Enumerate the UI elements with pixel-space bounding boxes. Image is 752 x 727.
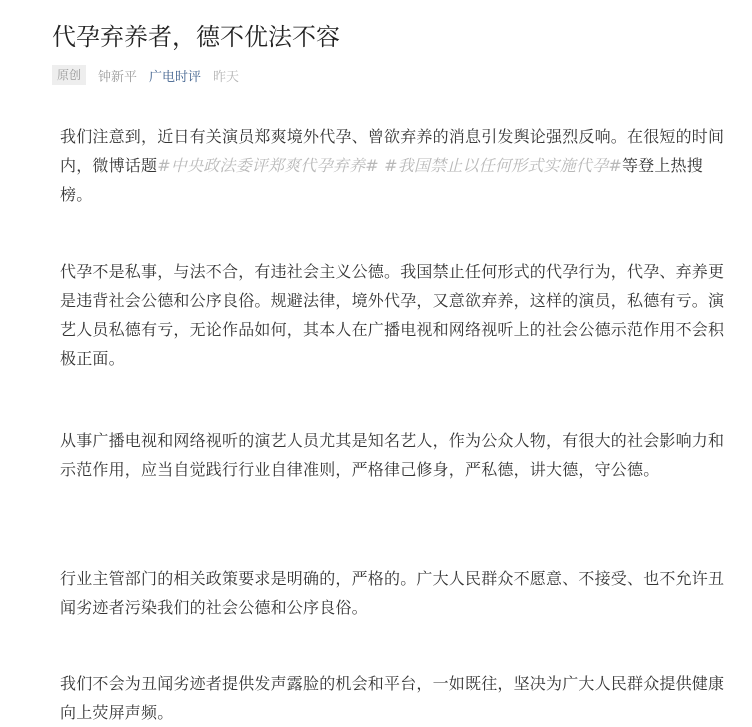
paragraph-1-text-after: 等登上热搜榜。 bbox=[60, 156, 703, 204]
article-meta bbox=[52, 64, 239, 86]
hashtag-link-2[interactable]: #我国禁止以任何形式实施代孕# bbox=[384, 156, 622, 175]
original-badge: 原创 bbox=[52, 65, 86, 85]
paragraph-4: 行业主管部门的相关政策要求是明确的，严格的。广大人民群众不愿意、不接受、也不允许丑闻劣迹者污染我们的社会公德和公序良俗。 bbox=[60, 569, 725, 617]
article-title: 代孕弃养者，德不优法不容 bbox=[52, 23, 340, 51]
paragraph-2: 代孕不是私事，与法不合，有违社会主义公德。我国禁止任何形式的代孕行为，代孕、弃养更是违背社会公德和公序良俗。规避法律，境外代孕，又意欲弃养，这样的演员，私德有亏。演艺人员私德有亏，无论作品如何，其本人在广播电视和网络视听上的社会公德示范作用不会积极正面。 bbox=[60, 262, 725, 368]
paragraph-1 bbox=[60, 122, 732, 209]
paragraph-3: 从事广播电视和网络视听的演艺人员尤其是知名艺人，作为公众人物，有很大的社会影响力和示范作用，应当自觉践行行业自律准则，严格律己修身，严私德，讲大德，守公德。 bbox=[60, 431, 725, 479]
publish-time: 昨天 bbox=[213, 69, 240, 85]
paragraph-1-text-before: 我们注意到，近日有关演员郑爽境外代孕、曾欲弃养的消息引发舆论强烈反响。在很短的时间内，微博话题 bbox=[60, 127, 725, 175]
paragraph-5: 我们不会为丑闻劣迹者提供发声露脸的机会和平台，一如既往，坚决为广大人民群众提供健康向上荧屏声频。 bbox=[60, 674, 725, 722]
hashtag-link-1[interactable]: #中央政法委评郑爽代孕弃养# bbox=[157, 156, 379, 175]
author-name: 钟新平 bbox=[98, 69, 138, 85]
account-link[interactable]: 广电时评 bbox=[149, 69, 202, 85]
